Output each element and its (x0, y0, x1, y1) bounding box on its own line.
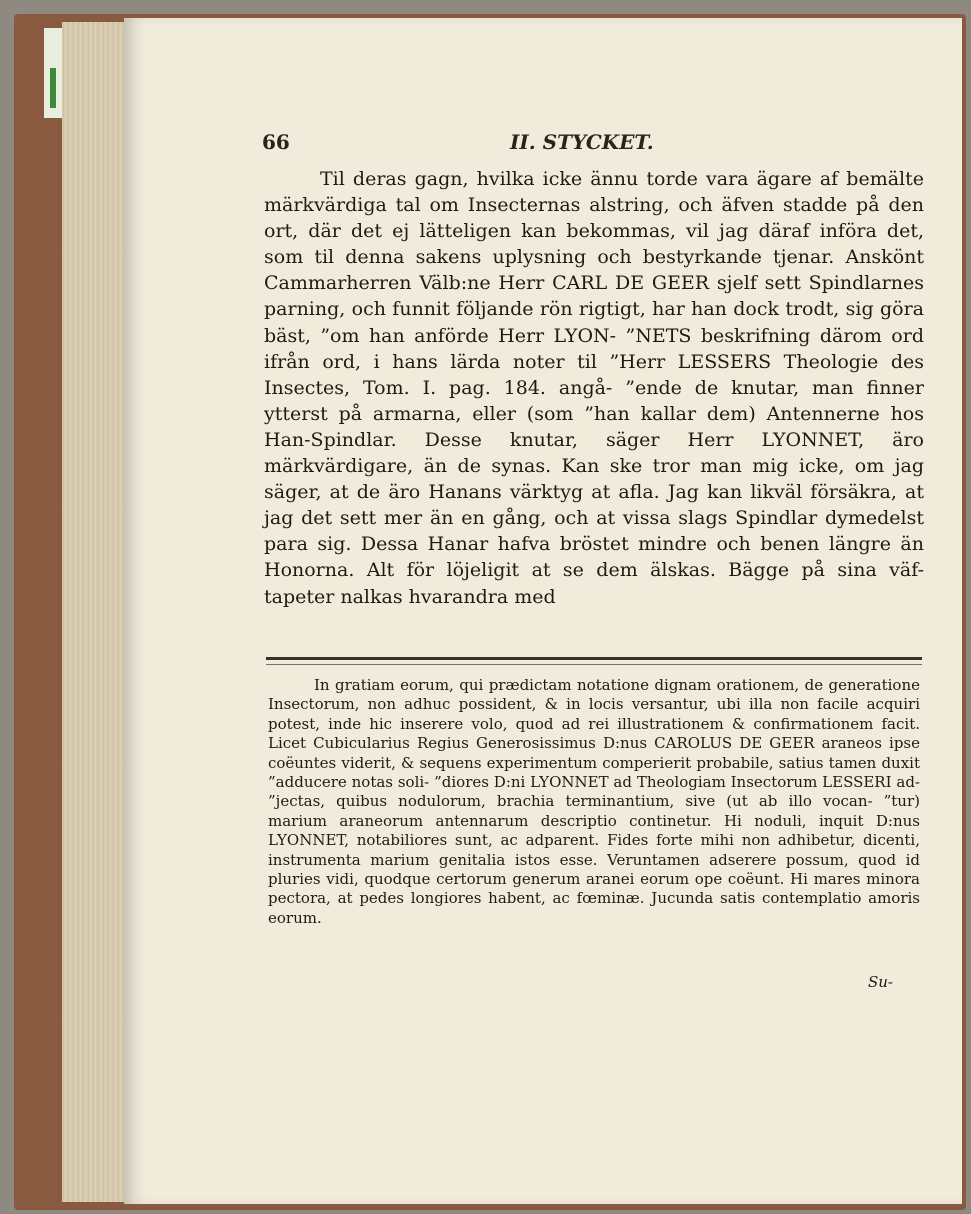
footnote-block (268, 676, 920, 928)
footnote-paragraph: In gratiam eorum, qui prædictam notatione dignam orationem, de generatione Insectorum, non adhuc possident, & in locis versantur, ubi illa non facile acquiri potest, inde hic inserere volo, quod ad rei illustrationem & confirmationem facit. Licet Cubicularius Regius Generosissimus D:nus CAROLUS DE GEER araneos ipse coëuntes viderit, & sequens experimentum comperierit probabile, satius tamen duxit ”adducere notas soli- ”diores D:ni LYONNET ad Theologiam Insectorum LESSERI ad- ”jectas, quibus nodulorum, brachia terminantium, sive (ut ab illo vocan- ”tur) marium araneorum antennarum descriptio continetur. Hi noduli, inquit D:nus LYONNET, notabiliores sunt, ac adparent. Fides forte mihi non adhibetur, dicenti, instrumenta marium genitalia istos esse. Veruntamen adserere possum, quod id pluries vidi, quodque certorum generum aranei eorum ope coëunt. Hi mares minora pectora, at pedes longiores habent, ac fœminæ. Jucunda satis contemplatio amoris eorum. (268, 676, 920, 927)
footnote-rule (266, 657, 922, 660)
page-edges (62, 22, 130, 1202)
running-head: II. STYCKET. (510, 130, 654, 154)
main-paragraph: Til deras gagn, hvilka icke ännu torde vara ägare af bemälte märkvärdiga tal om Insecternas alstring, och äfven stadde på den ort, där det ej lätteligen kan bekommas, vil jag däraf införa det, som til denna sakens uplysning och bestyrkande tjenar. Anskönt Cammarherren Välb:ne Herr CARL DE GEER sjelf sett Spindlarnes parning, och funnit följande rön rigtigt, har han dock trodt, sig göra bäst, ”om han anförde Herr LYON- ”NETS beskrifning därom ord ifrån ord, i hans lärda noter til ”Herr LESSERS Theologie des Insectes, Tom. I. pag. 184. angå- ”ende de knutar, man finner ytterst på armarna, eller (som ”han kallar dem) Antennerne hos Han-Spindlar. Desse knutar, säger Herr LYONNET, äro märkvärdigare, än de synas. Kan ske tror man mig icke, om jag säger, at de äro Hanans värktyg at afla. Jag kan likväl försäkra, at jag det sett mer än en gång, och at vissa slags Spindlar dymedelst para sig. Dessa Hanar hafva bröstet mindre och benen längre än Honorna. Alt för löjeligit at se dem älskas. Bägge på sina väf-tapeter nalkas hvarandra med (264, 168, 924, 608)
page-header (262, 130, 922, 156)
footnote-rule-thin (266, 664, 922, 665)
main-text-block (264, 166, 924, 610)
bookmark-tab (44, 28, 62, 118)
page-number: 66 (262, 130, 290, 154)
catchword: Su- (868, 973, 894, 991)
